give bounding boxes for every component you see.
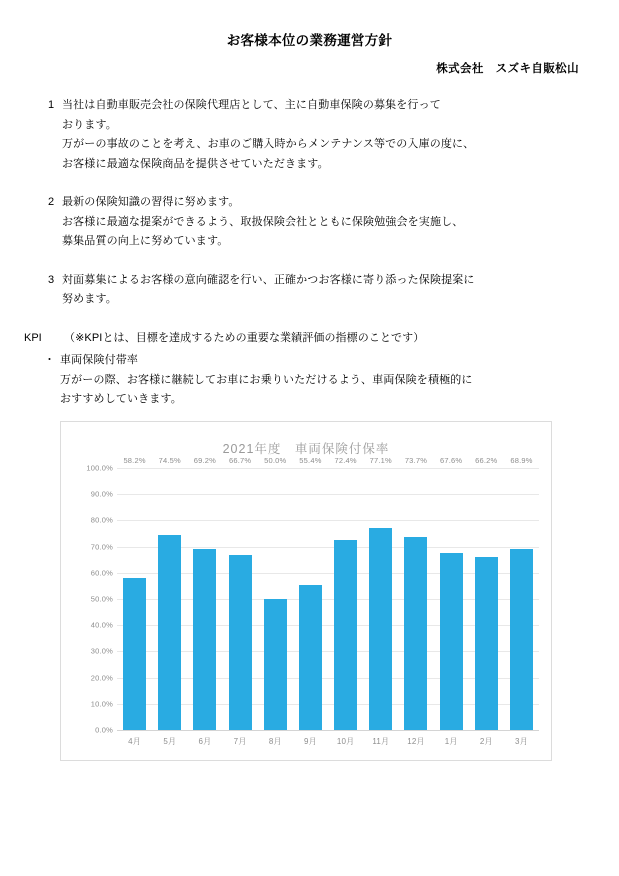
- bullet-icon: ・: [44, 354, 55, 366]
- bar-group: [293, 456, 328, 730]
- chart-plot-area: [61, 456, 551, 760]
- bar: [123, 456, 146, 730]
- policy-item: [48, 96, 589, 174]
- bar-group: [504, 456, 539, 730]
- company-name: 株式会社 スズキ自販松山: [436, 63, 579, 75]
- bar-value-label: 72.4%: [334, 456, 357, 465]
- y-axis-tick-label: 60.0%: [90, 568, 113, 578]
- bar-group: [152, 456, 187, 730]
- x-axis-tick-label: 2月: [479, 737, 493, 746]
- bar-value-label: 74.5%: [158, 456, 181, 465]
- y-axis-tick-label: 80.0%: [90, 515, 113, 525]
- kpi-sub-line: おすすめしていきます。: [60, 393, 182, 405]
- y-axis-tick-label: 30.0%: [90, 646, 113, 656]
- x-axis: [117, 736, 539, 747]
- bar-value-label: 67.6%: [439, 456, 463, 465]
- bar-value-label: 68.9%: [510, 456, 533, 465]
- bar-value-label: 66.7%: [228, 456, 252, 465]
- bar: [510, 456, 533, 730]
- bar: [334, 456, 357, 730]
- y-axis-tick-label: 0.0%: [95, 725, 113, 735]
- kpi-sub-title: 車両保険付帯率: [60, 354, 139, 366]
- bar: [158, 456, 181, 730]
- x-axis-tick-label: 10月: [336, 737, 355, 746]
- kpi-note: （※KPIとは、目標を達成するための重要な業績評価の指標のことです）: [64, 331, 425, 344]
- bar-value-label: 55.4%: [299, 456, 322, 465]
- bar-value-label: 73.7%: [404, 456, 428, 465]
- bar: [299, 456, 322, 730]
- kpi-label: KPI: [24, 331, 42, 344]
- y-axis-tick-label: 70.0%: [90, 542, 113, 552]
- policy-item-line: 努めます。: [62, 293, 117, 305]
- bar: [193, 456, 217, 730]
- policy-item-line: お客様に最適な保険商品を提供させていただきます。: [62, 157, 329, 170]
- bar: [475, 456, 498, 730]
- bar-value-label: 66.2%: [475, 456, 498, 465]
- page-title: お客様本位の業務運営方針: [226, 33, 393, 48]
- policy-item-body: [62, 193, 589, 252]
- policy-item: [48, 193, 589, 252]
- gridline: [117, 730, 539, 731]
- bar-value-label: 69.2%: [193, 456, 217, 465]
- chart-title: 2021年度 車両保険付保率: [222, 442, 390, 456]
- bar: [439, 456, 463, 730]
- x-axis-tick-label: 4月: [128, 737, 142, 746]
- x-axis-tick-label: 9月: [304, 737, 317, 746]
- kpi-sub-line: 万がーの際、お客様に継続してお車にお乗りいただけるよう、車両保険を積極的に: [60, 373, 473, 386]
- x-axis-tick-label: 12月: [407, 737, 425, 746]
- policy-item-line: 最新の保険知識の習得に努めます。: [62, 196, 240, 208]
- bar-group: [363, 456, 398, 730]
- policy-item-line: 募集品質の向上に努めています。: [62, 235, 229, 247]
- x-axis-tick-label: 8月: [268, 737, 282, 746]
- y-axis-tick-label: 20.0%: [90, 673, 113, 683]
- bar-group: [258, 456, 293, 730]
- bar-group: [328, 456, 363, 730]
- y-axis-tick-label: 90.0%: [90, 489, 113, 499]
- x-axis-tick-label: 11月: [372, 737, 390, 746]
- vehicle-insurance-bar-chart: [60, 421, 552, 761]
- policy-item-line: お客様に最適な提案ができるよう、取扱保険会社とともに保険勉強会を実施し、: [62, 215, 464, 228]
- kpi-heading: [24, 329, 599, 349]
- policy-item-body: [62, 96, 589, 174]
- bar-value-label: 58.2%: [123, 456, 146, 465]
- y-axis-tick-label: 40.0%: [90, 620, 113, 630]
- bar: [369, 456, 392, 730]
- bar-group: [469, 456, 504, 730]
- x-axis-tick-label: 1月: [444, 737, 458, 746]
- x-axis-tick-label: 3月: [515, 737, 528, 746]
- kpi-section: [0, 329, 619, 410]
- x-axis-tick-label: 5月: [163, 737, 177, 746]
- policy-item-number: 2: [48, 196, 55, 208]
- kpi-bullet-body: [60, 351, 599, 410]
- x-axis-tick-label: 7月: [233, 737, 247, 746]
- policy-item-line: 対面募集によるお客様の意向確認を行い、正確かつお客様に寄り添った保険提案に: [62, 273, 475, 286]
- policy-item-body: [62, 271, 589, 310]
- policy-item-number: 1: [48, 99, 55, 111]
- policy-item-line: 万がーの事故のことを考え、お車のご購入時からメンテナンス等での入庫の度に、: [62, 138, 475, 150]
- x-axis-tick-label: 6月: [198, 737, 212, 746]
- chart-bars: [117, 456, 539, 730]
- y-axis-tick-label: 100.0%: [86, 463, 113, 473]
- policy-items: [0, 96, 619, 310]
- bar: [264, 456, 287, 730]
- bar-value-label: 77.1%: [369, 456, 392, 465]
- bar-group: [398, 456, 433, 730]
- y-axis-tick-label: 10.0%: [90, 699, 113, 709]
- bar: [404, 456, 428, 730]
- policy-item-line: おります。: [62, 118, 117, 131]
- y-axis-tick-label: 50.0%: [90, 594, 113, 604]
- policy-item-line: 当社は自動車販売会社の保険代理店として、主に自動車保険の募集を行って: [62, 99, 441, 111]
- bar-group: [434, 456, 469, 730]
- kpi-bullet-item: [24, 351, 599, 410]
- bar-group: [223, 456, 258, 730]
- bar: [228, 456, 252, 730]
- y-axis: [69, 463, 113, 735]
- bar-group: [187, 456, 222, 730]
- bar-group: [117, 456, 152, 730]
- policy-item: [48, 271, 589, 310]
- policy-item-number: 3: [48, 273, 55, 286]
- bar-value-label: 50.0%: [264, 456, 287, 465]
